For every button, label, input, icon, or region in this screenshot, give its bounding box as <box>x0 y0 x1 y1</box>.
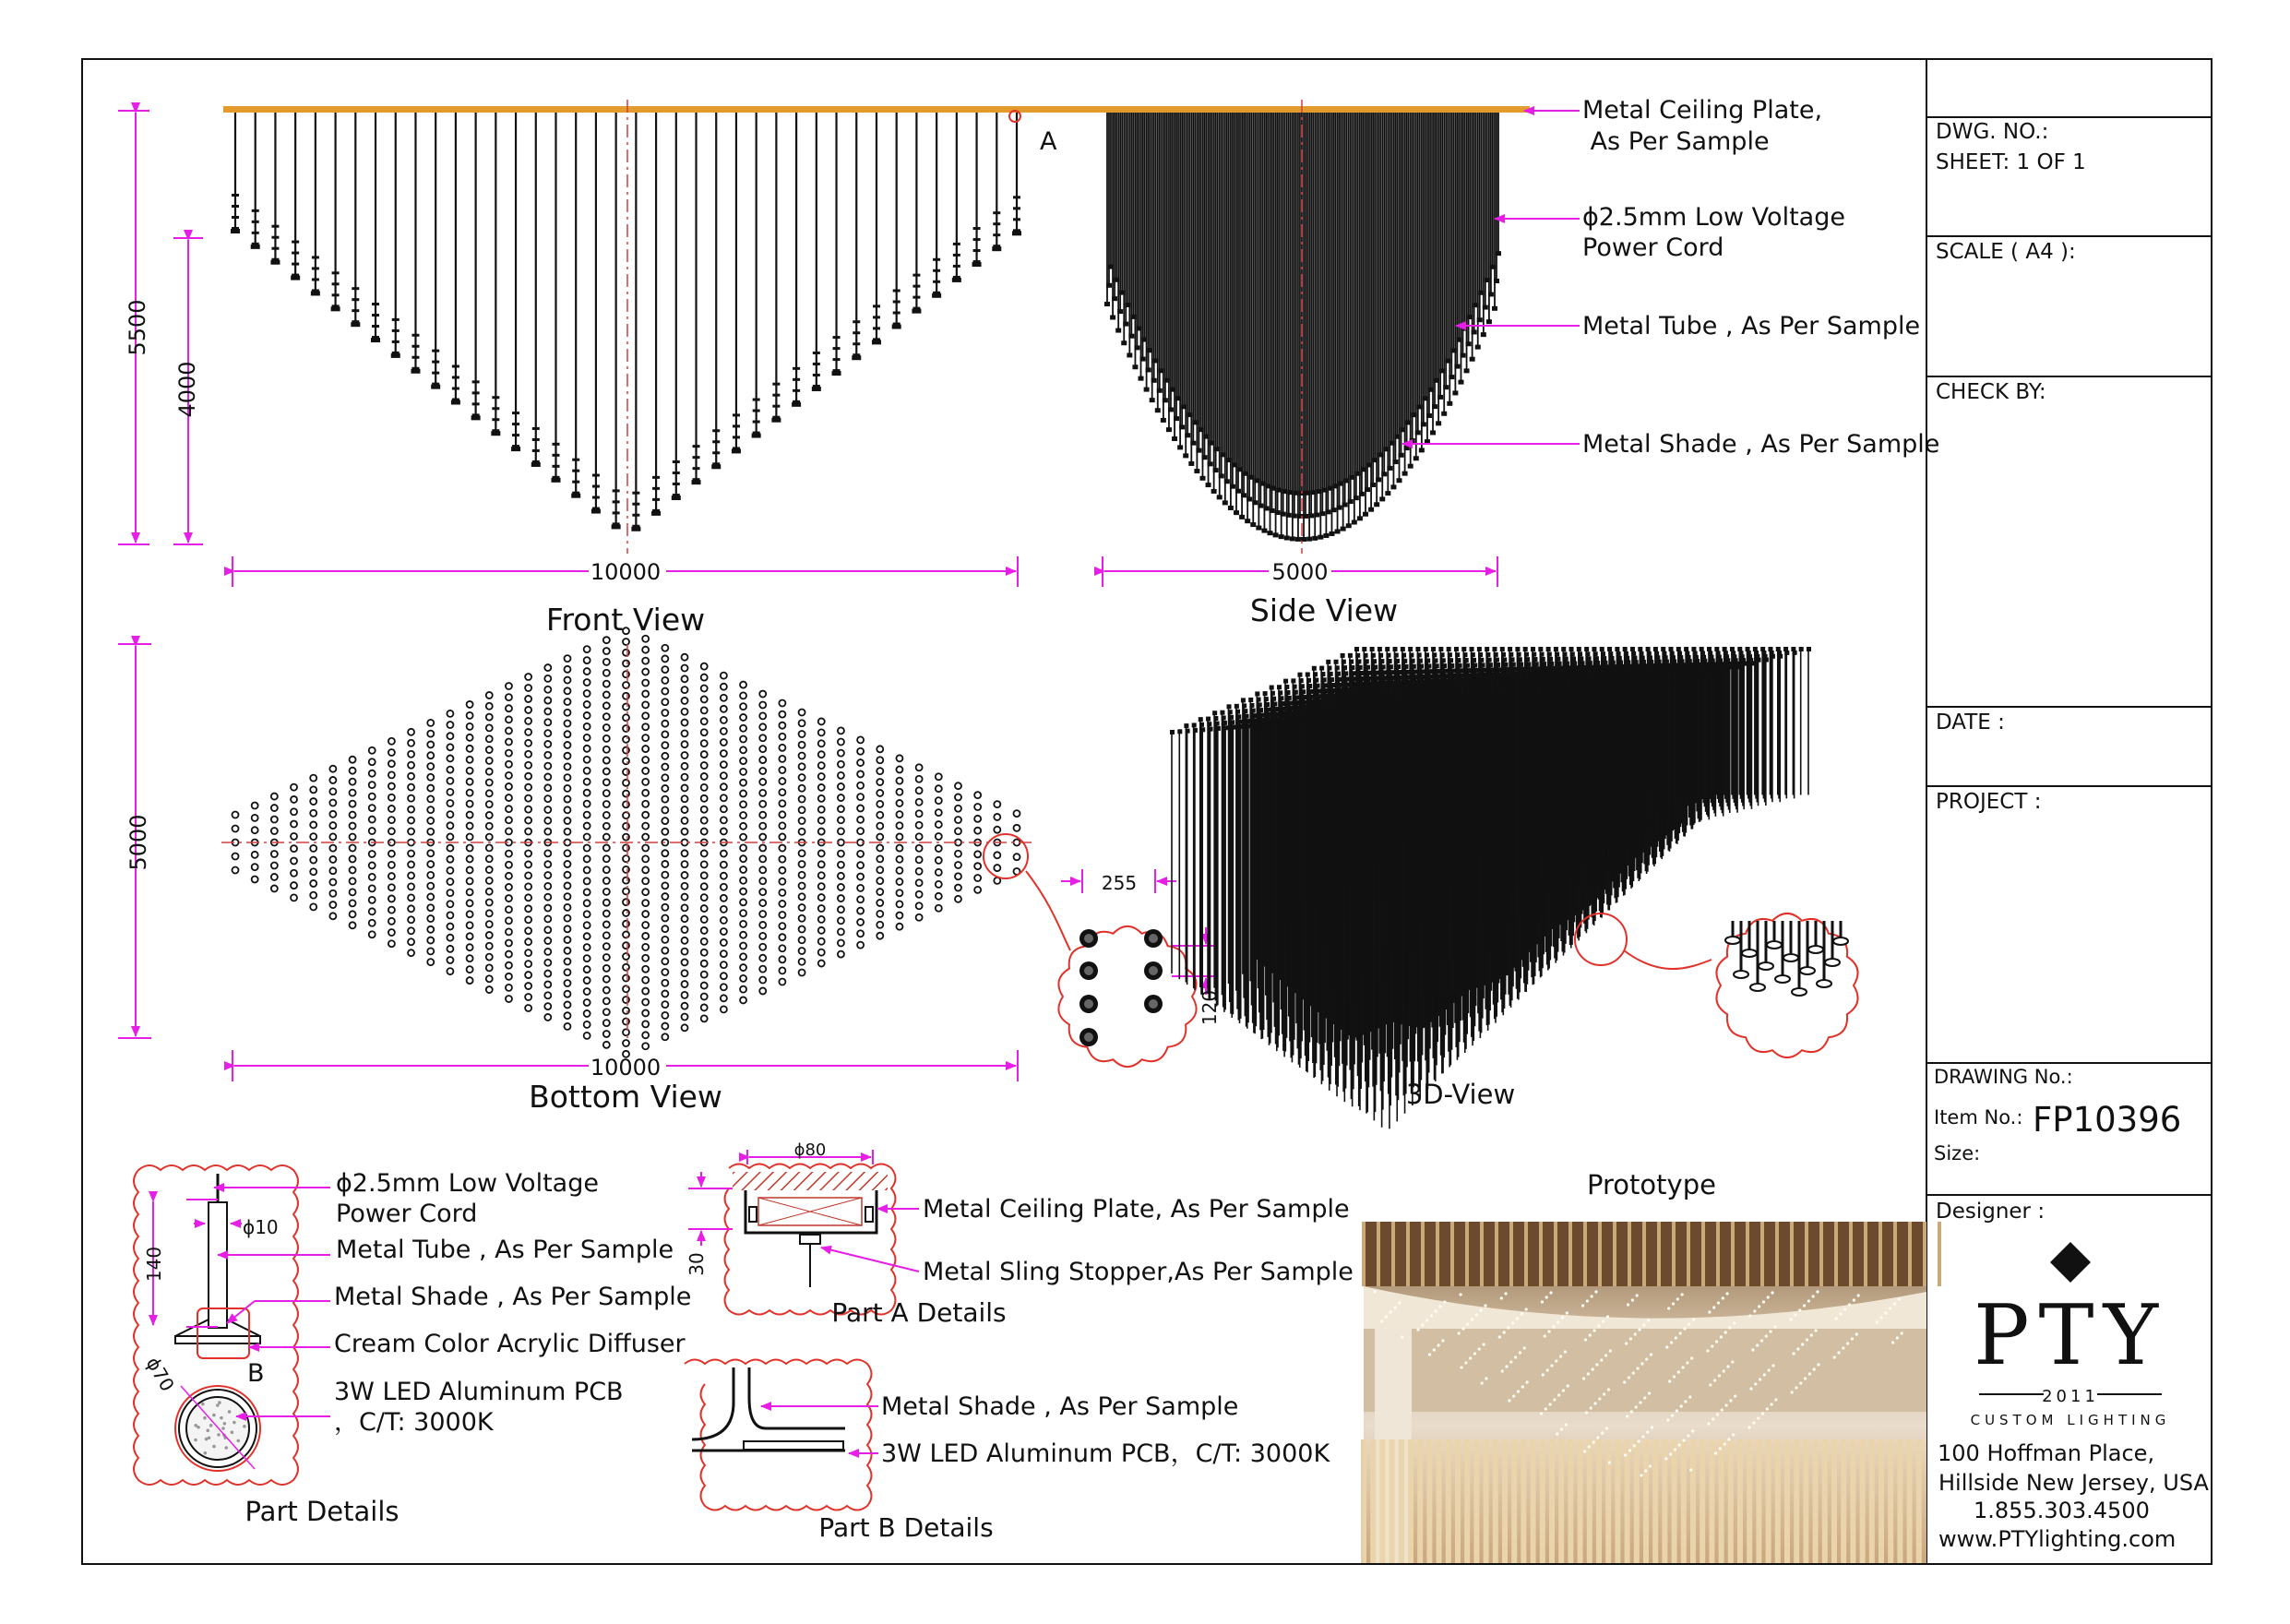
part-label-power-cord-2: Power Cord <box>336 1200 478 1228</box>
dim-spacing-x: 255 <box>1101 872 1138 894</box>
dim-height-5500: 5500 <box>125 299 150 356</box>
dim-side-width: 5000 <box>1271 559 1329 585</box>
title-block-grid <box>1926 117 2212 1195</box>
date-label: DATE : <box>1936 710 2005 734</box>
callout-metal-shade: Metal Shade , As Per Sample <box>1582 430 1940 459</box>
logo-wordmark: PTY <box>1974 1287 2167 1384</box>
dim-height-4000: 4000 <box>174 361 200 418</box>
part-a-label-plate: Metal Ceiling Plate, As Per Sample <box>923 1195 1350 1224</box>
detail-b-label: B <box>247 1359 265 1388</box>
bottom-view-title: Bottom View <box>529 1079 722 1115</box>
logo-diamond-icon <box>2050 1242 2091 1283</box>
prototype-photo <box>1364 1222 1939 1563</box>
check-by-label: CHECK BY: <box>1936 380 2046 404</box>
ceiling-plate <box>607 106 1530 113</box>
dim-tube-length: 140 <box>143 1246 165 1283</box>
dwg-no-label: DWG. NO.: <box>1936 120 2049 144</box>
pty-logo <box>1971 1242 2171 1428</box>
dim-bottom-depth: 5000 <box>125 814 151 871</box>
dim-shade-dia: ϕ70 <box>141 1353 179 1395</box>
address-line-1: 100 Hoffman Place, <box>1938 1440 2155 1466</box>
dim-spacing-y: 120 <box>1199 989 1221 1026</box>
ceiling-plate-front-left <box>223 106 607 113</box>
part-label-power-cord-1: ϕ2.5mm Low Voltage <box>336 1169 599 1198</box>
part-label-metal-tube: Metal Tube , As Per Sample <box>336 1236 674 1264</box>
side-view-drawing <box>1104 113 1501 542</box>
part-b-label-led: 3W LED Aluminum PCB，C/T: 3000K <box>881 1439 1330 1468</box>
part-b-drawing <box>685 1360 872 1511</box>
logo-tagline: CUSTOM LIGHTING <box>1970 1412 2171 1428</box>
dim-tube-dia: ϕ10 <box>243 1216 279 1238</box>
size-label: Size: <box>1934 1142 1981 1164</box>
part-details-leaders <box>153 1188 330 1416</box>
part-label-metal-shade: Metal Shade , As Per Sample <box>334 1283 692 1311</box>
3d-detail-bubble <box>1716 914 1857 1057</box>
drawing-no-label: DRAWING No.: <box>1934 1066 2073 1088</box>
designer-label: Designer : <box>1936 1200 2045 1224</box>
bottom-detail-marker <box>984 834 1028 878</box>
side-view-title: Side View <box>1249 592 1399 628</box>
part-label-diffuser: Cream Color Acrylic Diffuser <box>334 1330 686 1358</box>
sheet-label: SHEET: 1 OF 1 <box>1936 150 2086 174</box>
part-a-leaders <box>688 1150 919 1272</box>
website-link[interactable]: www.PTYlighting.com <box>1938 1526 2177 1552</box>
dim-plate-dia: ϕ80 <box>793 1140 827 1160</box>
bottom-detail-bubble <box>1058 926 1196 1067</box>
part-a-title: Part A Details <box>831 1297 1007 1328</box>
item-no-label: Item No.: <box>1934 1106 2023 1128</box>
phone-number: 1.855.303.4500 <box>1974 1498 2150 1523</box>
part-a-label-stopper: Metal Sling Stopper,As Per Sample <box>923 1258 1354 1286</box>
item-number: FP10396 <box>2033 1100 2182 1140</box>
front-view-title: Front View <box>545 602 706 638</box>
dim-plate-height: 30 <box>686 1252 708 1276</box>
callout-metal-tube: Metal Tube , As Per Sample <box>1582 312 1921 340</box>
3d-view-drawing <box>1170 647 1811 1128</box>
callout-power-cord-2: Power Cord <box>1582 233 1724 262</box>
3d-view-title: 3D-View <box>1405 1079 1516 1110</box>
callout-ceiling-plate-2: As Per Sample <box>1582 127 1770 156</box>
part-label-led-pcb: 3W LED Aluminum PCB <box>334 1378 624 1406</box>
scale-label: SCALE ( A4 ): <box>1936 240 2076 264</box>
callout-ceiling-plate-1: Metal Ceiling Plate, <box>1582 96 1823 125</box>
part-details-title: Part Details <box>245 1496 400 1527</box>
detail-a-label: A <box>1040 127 1057 156</box>
3d-detail-leader <box>1624 950 1712 969</box>
part-a-drawing <box>725 1164 896 1315</box>
project-label: PROJECT : <box>1936 790 2042 814</box>
address-line-2: Hillside New Jersey, USA <box>1938 1470 2209 1496</box>
callout-power-cord-1: ϕ2.5mm Low Voltage <box>1582 203 1845 232</box>
part-b-title: Part B Details <box>818 1512 994 1543</box>
dim-front-width: 10000 <box>590 559 662 585</box>
front-view-drawing <box>231 113 1021 531</box>
prototype-title: Prototype <box>1587 1169 1716 1200</box>
part-b-label-shade: Metal Shade , As Per Sample <box>881 1392 1239 1421</box>
dim-bottom-width: 10000 <box>590 1055 662 1081</box>
3d-detail-marker <box>1575 914 1627 965</box>
part-details-drawing <box>134 1165 298 1485</box>
bottom-detail-leader <box>1026 871 1070 950</box>
part-label-color-temp: ，C/T: 3000K <box>334 1408 494 1437</box>
logo-year: 2011 <box>2042 1387 2099 1406</box>
